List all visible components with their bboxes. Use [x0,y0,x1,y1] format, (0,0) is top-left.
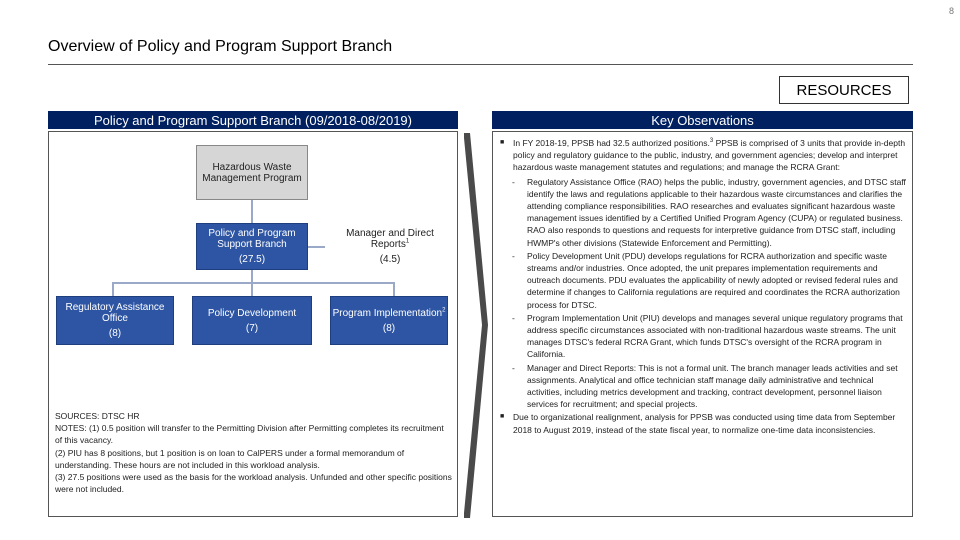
connector-line [112,282,394,284]
org-box-label: Reports [370,239,406,250]
org-box-label: Office [102,313,128,324]
org-box-label: Management Program [202,172,302,184]
dash-marker: - [512,362,515,373]
org-box-label: Policy Development [207,307,297,319]
observations-list [500,137,910,438]
page-title: Overview of Policy and Program Support Branch [48,38,393,55]
observation-bullet [500,411,910,435]
observation-sub-item [500,250,910,311]
bullet-marker: ■ [500,139,505,146]
org-box-count: (8) [108,328,122,339]
observation-sub-item [500,176,910,249]
org-box-label: Support Branch [217,239,287,250]
org-box-regulatory-assistance-office [56,296,174,345]
observation-sub-item [500,362,910,411]
org-box-count: (8) [382,322,396,334]
connector-line [251,282,253,296]
observation-text: PPSB is comprised of 3 units that provide in-depth policy and regulatory guidance to the public, industry, and government agencies; develop and interpret hazardous waste management statutes and regulations; and manage the RCRA Grant: [513,138,906,173]
note-text: (3) 27.5 positions were used as the basis for the workload analysis. Unfunded and other specific positions were not included. [55,472,452,495]
key-observations-header: Key Observations [492,111,913,129]
connector-line [112,282,114,296]
sub-item-text: Regulatory Assistance Office (RAO) helps the public, industry, government agencies, and DTSC staff identify the laws and regulations applicable to their hazardous waste circumstances and clarifies the attending compliance responsibilities. RAO researches and evaluates significant hazardous waste management issues identified by a Certified Unified Program Agency (CUPA) or regulated business. RAO also responds to questions and requests for interpretive guidance from DTSC staff, including HWMP's other divisions (Statewide Enforcement and Permitting). [527,176,906,248]
connector-line [251,200,253,223]
page-number: 8 [948,6,954,16]
connector-line [393,282,395,296]
sub-item-text: Manager and Direct Reports: This is not a formal unit. The branch manager leads activities and set assignments. Analytical and office technician staff manage daily administrative and technical activities, including metrics development and tracking, contract development, personnel liaison services for recruitment; and special projects. [527,362,898,410]
dash-marker: - [512,312,515,323]
org-box-program-implementation [330,296,448,345]
org-box-count: (27.5) [238,254,266,265]
footnote-ref: 1 [405,238,410,245]
bullet-marker: ■ [500,413,505,421]
note-text: NOTES: (1) 0.5 position will transfer to the Permitting Division after Permitting completes its recruitment of this vacancy. [55,423,444,446]
dash-marker: - [512,250,515,261]
org-box-label: Program Implementation [332,307,443,319]
note-text: (2) PIU has 8 positions, but 1 position is on loan to CalPERS under a formal memorandum of understanding. These hours are not included in this workload analysis. [55,447,405,470]
observation-text: In FY 2018-19, PPSB had 32.5 authorized positions. [513,138,710,148]
sub-item-text: Policy Development Unit (PDU) develops regulations for RCRA authorization and specific waste streams and/or industries. Once adopted, the unit prepares implementation requirements and outreach documents. PDU evaluates the applicability of newly adopted or revised federal rules and determine if changes to California regulations are required and coordinates the RCRA authorization process for DTSC. [527,250,900,310]
org-box-count: (4.5) [379,254,401,265]
org-box-label: Hazardous Waste [212,161,292,173]
title-divider [48,64,913,65]
org-box-label: Policy and Program [208,228,296,239]
org-box-hazardous-waste-program [196,145,308,200]
connector-line [305,246,325,248]
org-box-count: (7) [245,322,259,334]
footnote-ref: 2 [442,307,446,314]
connector-line [251,270,253,282]
sub-item-text: Program Implementation Unit (PIU) develops and manages several unique regulatory programs that address specific circumstances associated with non-traditional hazardous waste streams. The unit manages DTSC's federal RCRA Grant, which funds DTSC's oversight of the RCRA program in California. [527,312,903,360]
org-box-manager-direct-reports [325,223,455,270]
sources-text: SOURCES: DTSC HR [55,411,140,421]
footnote-ref: 3 [709,138,714,145]
org-box-ppsb [196,223,308,270]
observation-text: Due to organizational realignment, analysis for PPSB was conducted using time data from September 2018 to August 2019, instead of the state fiscal year, to normalize one-time data inconsistencies. [513,412,896,435]
org-box-policy-development [192,296,312,345]
observation-sub-item [500,312,910,361]
org-box-label: Manager and Direct [346,228,434,239]
observation-bullet [500,137,910,174]
org-chart-header: Policy and Program Support Branch (09/2018-08/2019) [48,111,458,129]
org-box-label: Regulatory Assistance [65,302,165,313]
org-chart-notes [55,410,453,495]
dash-marker: - [512,176,515,187]
flow-arrow-icon [462,133,490,518]
resources-tag: RESOURCES [779,76,909,104]
